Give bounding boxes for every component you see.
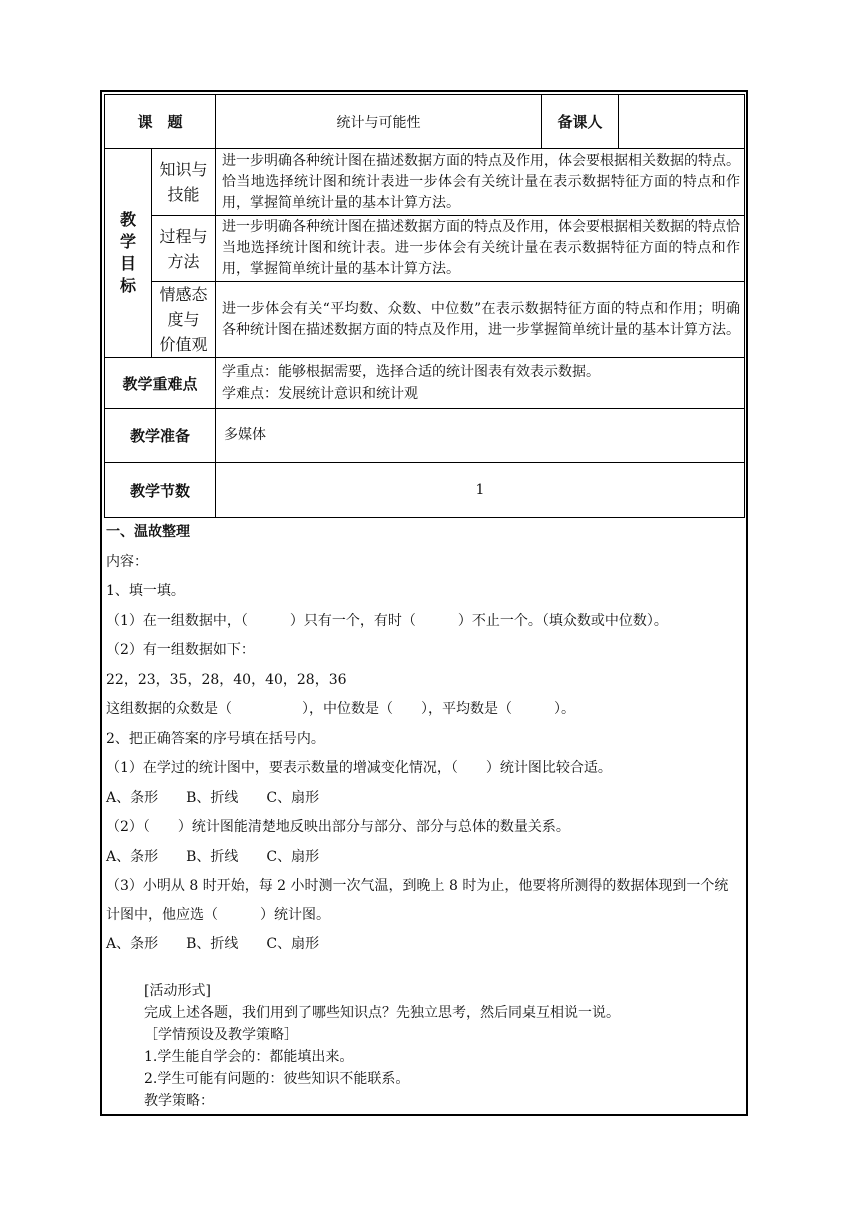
lesson-body <box>106 518 740 960</box>
question-1-2-blanks: 这组数据的众数是（ ），中位数是（ ），平均数是（ ）。 <box>106 701 575 717</box>
periods-label: 教学节数 <box>105 463 216 518</box>
activity-section <box>144 980 734 1112</box>
topic-value: 统计与可能性 <box>216 95 542 149</box>
objectives-label <box>105 149 152 358</box>
objective-row-attitude <box>105 282 745 358</box>
objectives-label-char: 目 <box>119 254 136 273</box>
objective-name-line: 价值观 <box>159 335 208 354</box>
objective-name <box>152 282 216 358</box>
strategy-item: 1.学生能自学会的：都能填出来。 <box>144 1049 354 1065</box>
question-2-3: （3）小明从 8 时开始，每 2 小时测一次气温，到晚上 8 时为止，他要将所测得的数据体现到一个统计图中，他应选（ ）统计图。 <box>106 878 729 923</box>
objective-row-knowledge <box>105 149 745 216</box>
question-1-1: （1）在一组数据中，（ ）只有一个，有时（ ）不止一个。（填众数或中位数）。 <box>106 612 668 629</box>
activity-form-label: [活动形式] <box>144 983 211 999</box>
section-title: 一、温故整理 <box>106 524 190 540</box>
key-points-text <box>216 358 745 409</box>
difficulty-point: 学难点：发展统计意识和统计观 <box>222 386 419 402</box>
periods-value: 1 <box>216 463 745 518</box>
objective-name: 知识与技能 <box>152 149 216 216</box>
objective-row-process <box>105 216 745 282</box>
objective-name: 过程与方法 <box>152 216 216 282</box>
key-point: 学重点：能够根据需要，选择合适的统计图表有效表示数据。 <box>222 364 601 380</box>
preparer-value <box>619 95 745 149</box>
question-1-title: 1、填一填。 <box>106 583 185 599</box>
strategy-label: ［学情预设及教学策略］ <box>144 1027 298 1043</box>
question-2-title: 2、把正确答案的序号填在括号内。 <box>106 730 325 747</box>
key-points-row <box>105 358 745 409</box>
question-2-2-options: A、条形 B、折线 C、扇形 <box>106 848 320 865</box>
lesson-plan-table <box>104 94 745 518</box>
objectives-label-char: 学 <box>119 232 136 251</box>
preparation-value: 多媒体 <box>216 409 745 463</box>
preparation-label: 教学准备 <box>105 409 216 463</box>
key-points-label: 教学重难点 <box>105 358 216 409</box>
question-2-2: （2）（ ）统计图能清楚地反映出部分与部分、部分与总体的数量关系。 <box>106 819 570 835</box>
teaching-strategy: 教学策略： <box>144 1093 214 1109</box>
objective-text: 进一步明确各种统计图在描述数据方面的特点及作用，体会要根据相关数据的特点。恰当地选择统计图和统计表进一步体会有关统计量在表示数据特征方面的特点和作用，掌握简单统计量的基本计算方法。 <box>216 149 745 216</box>
question-2-3-options: A、条形 B、折线 C、扇形 <box>106 936 320 952</box>
objectives-label-char: 教 <box>119 210 136 229</box>
question-2-1-options: A、条形 B、折线 C、扇形 <box>106 789 320 806</box>
data-line: 22，23，35，28，40，40，28，36 <box>106 671 347 688</box>
content-label: 内容： <box>106 553 148 570</box>
topic-label: 课 题 <box>105 95 216 149</box>
question-2-1: （1）在学过的统计图中，要表示数量的增减变化情况，（ ）统计图比较合适。 <box>106 760 612 776</box>
topic-row <box>105 95 745 149</box>
preparer-label: 备课人 <box>542 95 619 149</box>
question-1-2: （2）有一组数据如下： <box>106 642 255 658</box>
strategy-item: 2.学生可能有问题的：彼些知识不能联系。 <box>144 1071 410 1087</box>
periods-row <box>105 463 745 518</box>
objective-text: 进一步体会有关“平均数、众数、中位数”在表示数据特征方面的特点和作用；明确各种统计图在描述数据方面的特点及作用，进一步掌握简单统计量的基本计算方法。 <box>216 282 745 358</box>
activity-form-text: 完成上述各题，我们用到了哪些知识点？先独立思考，然后同桌互相说一说。 <box>144 1005 620 1021</box>
lesson-plan-page <box>100 90 748 1116</box>
preparation-row <box>105 409 745 463</box>
objective-text: 进一步明确各种统计图在描述数据方面的特点及作用，体会要根据相关数据的特点恰当地选择统计图和统计表。进一步体会有关统计量在表示数据特征方面的特点和作用，掌握简单统计量的基本计算方法。 <box>216 216 745 282</box>
objective-name-line: 情感态度与 <box>159 285 208 329</box>
objectives-label-char: 标 <box>119 276 136 295</box>
